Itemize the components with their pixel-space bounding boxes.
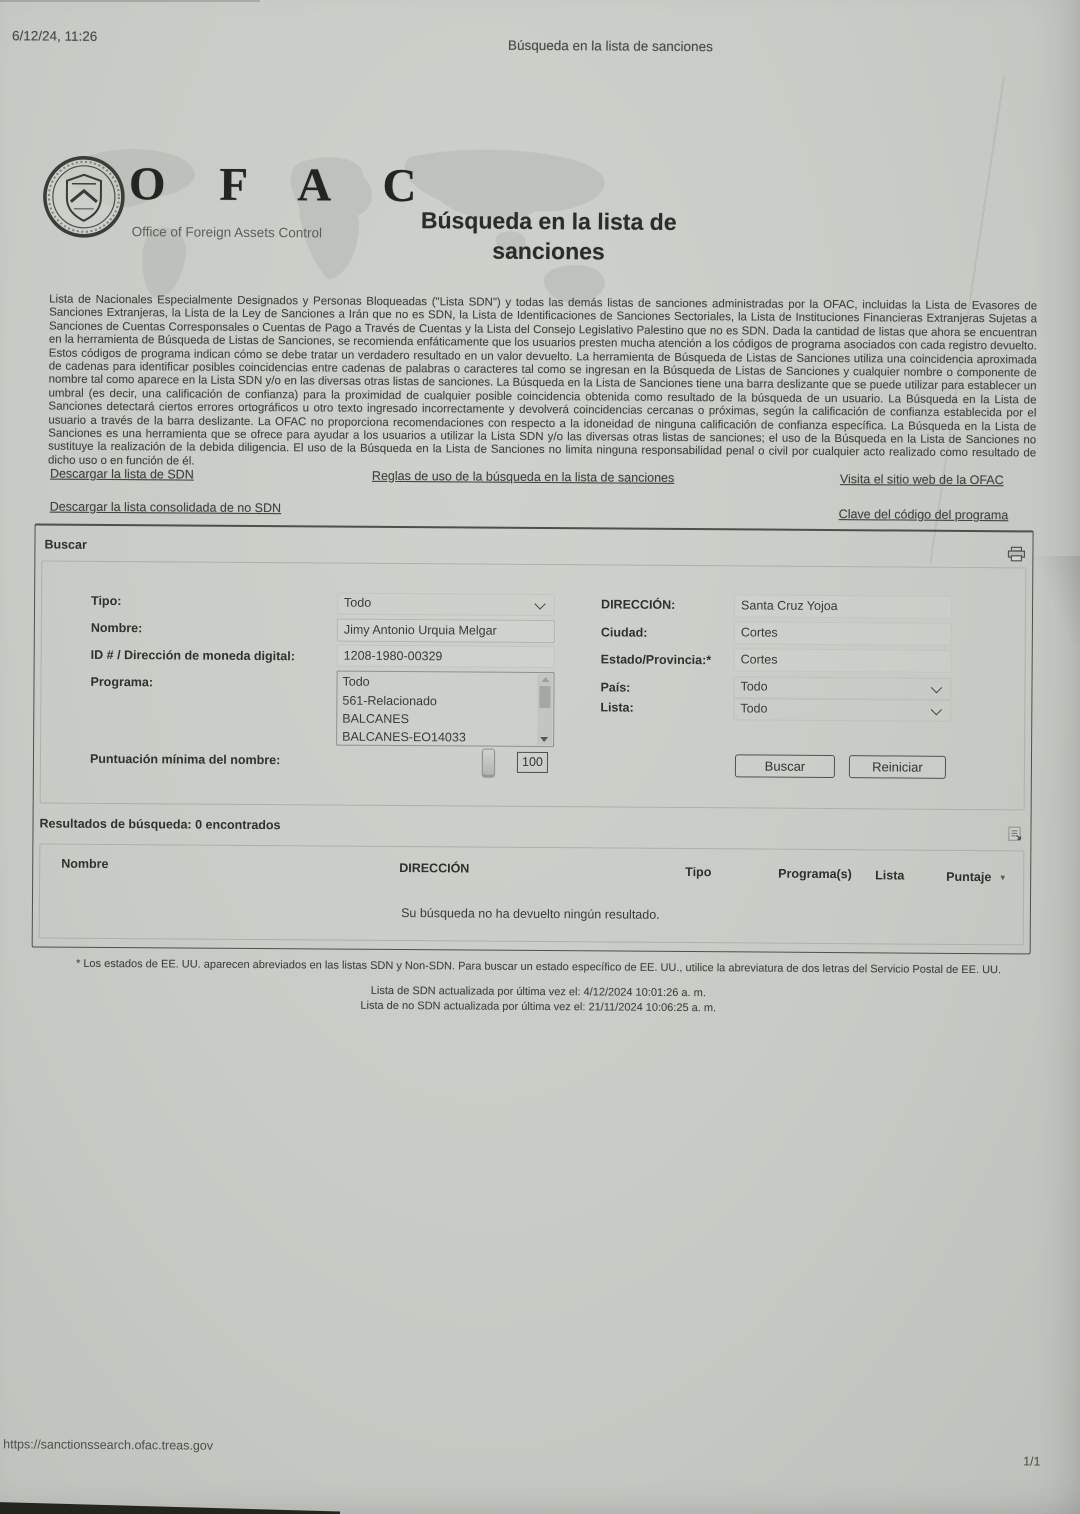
chevron-down-icon	[931, 682, 942, 693]
page-title-line1: Búsqueda en la lista de	[420, 207, 677, 235]
min-score-value-input[interactable]: 100	[517, 752, 548, 773]
type-select-value: Todo	[344, 595, 372, 610]
non-sdn-last-updated: Lista de no SDN actualizada por última vez el: 21/11/2024 10:06:25 a. m.	[360, 999, 717, 1015]
id-input[interactable]: 1208-1980-00329	[337, 645, 555, 669]
print-timestamp: 6/12/24, 11:26	[11, 28, 98, 44]
export-icon[interactable]	[1006, 826, 1023, 842]
reset-button[interactable]: Reiniciar	[849, 755, 946, 779]
column-header-lista: Lista	[875, 868, 905, 883]
sort-descending-icon: ▼	[998, 873, 1007, 883]
address-input[interactable]: Santa Cruz Yojoa	[734, 594, 952, 619]
program-option[interactable]: Todo	[342, 674, 370, 689]
program-listbox[interactable]	[336, 671, 555, 748]
scroll-up-icon[interactable]	[541, 677, 549, 682]
link-program-code-key[interactable]: Clave del código del programa	[838, 507, 1009, 523]
column-header-direccion: DIRECCIÓN	[399, 861, 470, 876]
column-header-tipo: Tipo	[685, 865, 712, 880]
search-button[interactable]: Buscar	[735, 754, 835, 778]
chevron-down-icon	[534, 598, 545, 609]
list-label: Lista:	[600, 700, 634, 715]
program-option[interactable]: BALCANES-EO14033	[342, 729, 466, 745]
type-label: Tipo:	[91, 593, 122, 609]
empty-results-message: Su búsqueda no ha devuelto ningún resultado.	[401, 906, 660, 922]
scroll-down-icon[interactable]	[540, 737, 548, 742]
link-visit-ofac-site[interactable]: Visita el sitio web de la OFAC	[839, 472, 1004, 488]
state-input[interactable]: Cortes	[734, 648, 952, 673]
name-input[interactable]: Jimy Antonio Urquia Melgar	[337, 619, 555, 644]
photo-artifact-top-edge	[0, 0, 260, 2]
listbox-scrollbar[interactable]	[537, 674, 552, 745]
results-table-panel	[39, 844, 1025, 946]
min-score-label: Puntuación mínima del nombre:	[89, 751, 281, 768]
link-download-sdn[interactable]: Descargar la lista de SDN	[49, 466, 194, 482]
country-label: País:	[600, 680, 631, 695]
intro-paragraph: Lista de Nacionales Especialmente Designados y Personas Bloqueadas ("Lista SDN") y todas las demás listas de sanciones administradas por la OFAC, incluidas la Lista de Evasores de Sanciones Extranjeras, la Lista de la Ley de Sanciones a Irán que no es SDN, la Lista de Identificaciones de Sanciones Sectoriales, la Lista de Instituciones Financieras Extranjeras Sujetas a Sanciones de Cuentas Corresponsales o Cuentas de Pago a Través de Cuentas y la Lista del Consejo Legislativo Palestino que no es SDN. Dada la cantidad de listas que ahora se encuentran en la herramienta de Búsqueda de Listas de Sanciones, se recomienda enfáticamente que los usuarios presten mucha atención a los códigos de programa asociados con cada registro devuelto. Estos códigos de programa indican cómo se debe tratar un verdadero resultado en un valor devuelto. La herramienta de Búsqueda de Listas de Sanciones utiliza una coincidencia aproximada de cadenas para identificar posibles coincidencias entre cadenas de palabras o caracteres tal como se ingresan en la Búsqueda de Listas de Sanciones y cualquier nombre o componente de nombre tal como aparece en la Lista SDN y/o en las diversas otras listas de sanciones. La Búsqueda en la Lista de Sanciones tiene una barra deslizante que se puede utilizar para establecer un umbral (es decir, una calificación de confianza) para la proximidad de cualquier posible coincidencia obtenida como resultado de la búsqueda de un usuario. La Búsqueda en la Lista de Sanciones detectará ciertos errores ortográficos u otro texto ingresado incorrectamente y devolverá coincidencias cercanas o próximas, según la calificación de confianza establecida por el usuario a través de la barra deslizante. La OFAC no proporciona recomendaciones con respecto a la idoneidad de ninguna calificación de confianza específica. La Búsqueda en la Lista de Sanciones es una herramienta que se ofrece para ayudar a los usuarios a utilizar la Lista SDN y/o las diversas otras listas de sanciones; el uso de la Búsqueda en la Lista de Sanciones no sustituye la realización de la debida diligencia. El uso de la Búsqueda en la Lista de Sanciones no limita ninguna responsabilidad penal o civil por cualquier acto realizado como resultado de dicho uso o en función de él.	[48, 293, 1038, 468]
results-summary: Resultados de búsqueda: 0 encontrados	[39, 816, 281, 833]
address-label: DIRECCIÓN:	[601, 597, 676, 612]
city-input[interactable]: Cortes	[734, 621, 952, 646]
scroll-thumb[interactable]	[539, 686, 550, 708]
column-header-puntaje-label: Puntaje	[946, 869, 992, 885]
ofac-org-name: Office of Foreign Assets Control	[131, 224, 323, 241]
min-score-slider[interactable]	[482, 749, 495, 776]
photo-artifact-fold-shadow	[1032, 556, 1080, 646]
id-label: ID # / Dirección de moneda digital:	[90, 647, 295, 664]
column-header-nombre: Nombre	[61, 856, 109, 871]
state-abbreviation-footnote: * Los estados de EE. UU. aparecen abreviados en las listas SDN y Non-SDN. Para buscar un estado específico de EE. UU., utilice la abreviatura de dos letras del Servicio Postal de EE. UU.	[75, 957, 1002, 977]
page-title	[343, 205, 753, 268]
search-panel-title: Buscar	[44, 537, 87, 552]
type-select[interactable]	[337, 593, 555, 617]
treasury-seal-icon	[41, 153, 128, 242]
sdn-last-updated: Lista de SDN actualizada por última vez el: 4/12/2024 10:01:26 a. m.	[370, 984, 706, 1000]
print-footer-url: https://sanctionssearch.ofac.treas.gov	[3, 1437, 214, 1453]
list-select[interactable]	[733, 698, 951, 722]
program-option[interactable]: BALCANES	[342, 711, 410, 727]
page-title-line2: sanciones	[492, 237, 605, 265]
name-label: Nombre:	[90, 620, 143, 636]
city-label: Ciudad:	[600, 625, 648, 640]
program-label: Programa:	[90, 674, 154, 690]
program-option[interactable]: 561-Relacionado	[342, 693, 437, 709]
chevron-down-icon	[931, 704, 942, 715]
list-select-value: Todo	[740, 701, 768, 716]
state-label: Estado/Provincia:*	[600, 652, 712, 668]
column-header-programas: Programa(s)	[778, 866, 852, 882]
country-select[interactable]	[733, 676, 951, 700]
link-search-rules[interactable]: Reglas de uso de la búsqueda en la lista de sanciones	[371, 468, 675, 485]
ofac-acronym: O F A C	[128, 158, 438, 213]
print-footer-page-number: 1/1	[1023, 1454, 1041, 1469]
printer-icon[interactable]	[1007, 546, 1025, 562]
column-header-puntaje-sort[interactable]	[946, 870, 1007, 884]
print-doc-title: Búsqueda en la lista de sanciones	[507, 37, 713, 55]
country-select-value: Todo	[740, 679, 768, 694]
link-download-non-sdn[interactable]: Descargar la lista consolidada de no SDN	[49, 499, 282, 516]
